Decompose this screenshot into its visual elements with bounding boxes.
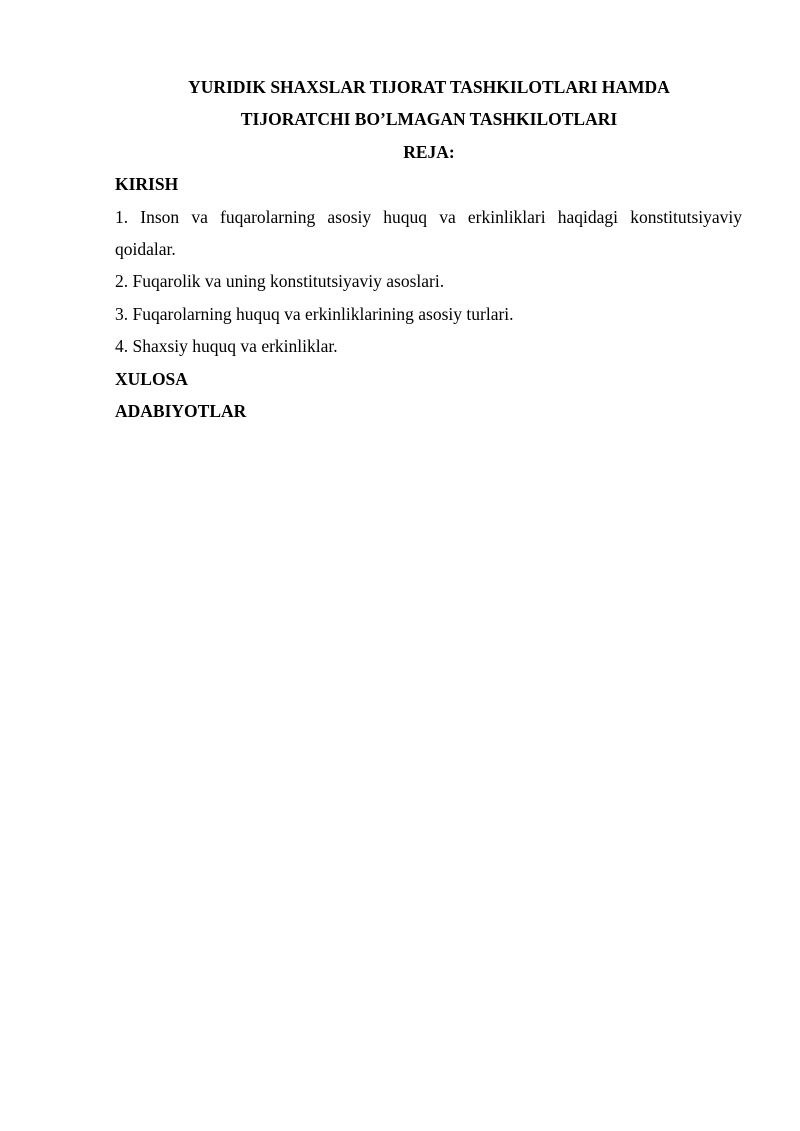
document-title-line-2: TIJORATCHI BO’LMAGAN TASHKILOTLARI — [240, 109, 618, 129]
section-references: ADABIYOTLAR — [115, 401, 247, 421]
plan-heading: REJA: — [403, 142, 455, 162]
plan-item-4: 4. Shaxsiy huquq va erkinliklar. — [115, 336, 338, 356]
plan-item-3: 3. Fuqarolarning huquq va erkinliklarining asosiy turlari. — [115, 304, 514, 324]
section-conclusion: XULOSA — [115, 369, 188, 389]
section-introduction: KIRISH — [115, 174, 179, 194]
document-title-line-1: YURIDIK SHAXSLAR TIJORAT TASHKILOTLARI HAMDA — [188, 77, 670, 97]
plan-item-2: 2. Fuqarolik va uning konstitutsiyaviy asoslari. — [115, 271, 445, 291]
plan-item-1-continuation: qoidalar. — [115, 239, 176, 259]
plan-item-1: 1. Inson va fuqarolarning asosiy huquq va erkinliklari haqidagi konstitutsiyaviy — [115, 207, 742, 227]
